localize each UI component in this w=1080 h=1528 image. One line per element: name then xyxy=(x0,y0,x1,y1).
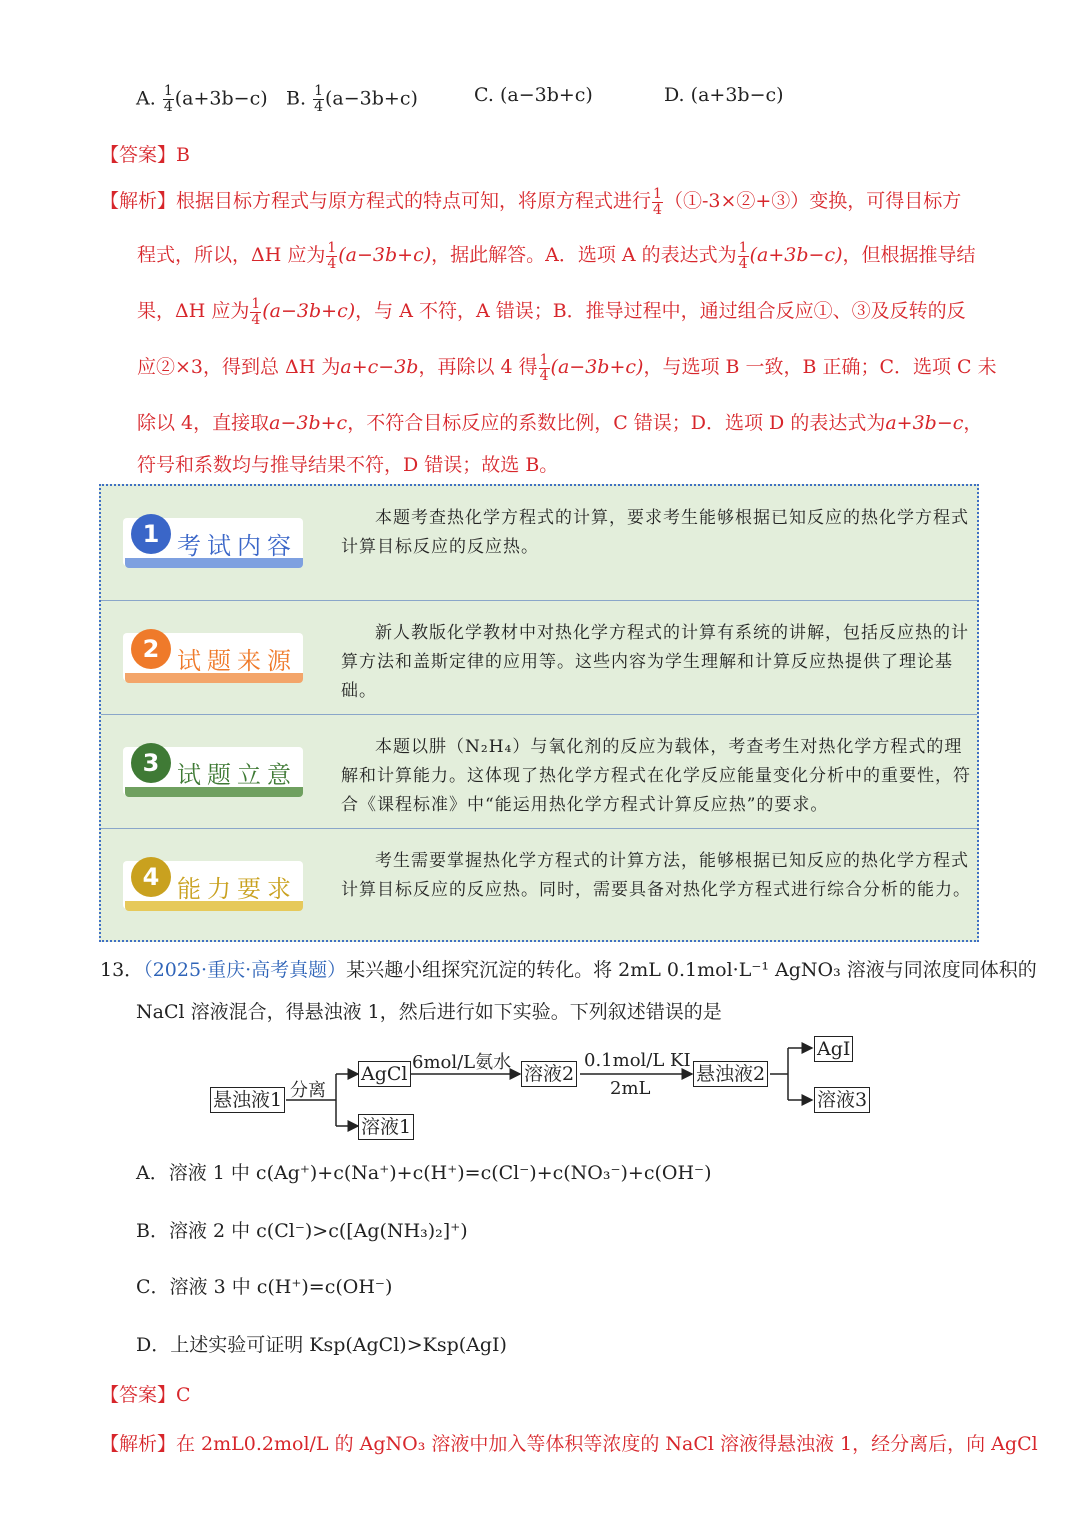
analysis-text: 程式，所以，ΔH 应为 xyxy=(137,244,326,266)
badge-title: 能力要求 xyxy=(177,875,297,903)
answer-line xyxy=(100,140,190,167)
analysis-13-line xyxy=(100,1429,1038,1456)
analysis-text: ，与 A 不符，A 错误；B．推导过程中，通过组合反应①、③及反转的反 xyxy=(355,300,966,322)
fraction: $\frac{1}{4}$ xyxy=(539,351,549,384)
analysis-text: ，再除以 4 得 xyxy=(418,356,538,378)
info-box xyxy=(99,484,979,942)
analysis-text: 应②×3，得到总 ΔH 为 xyxy=(137,356,341,378)
badge-title: 试题立意 xyxy=(177,761,297,789)
choice-b: B．溶液 2 中 c(Cl⁻)>c([Ag(NH₃)₂]⁺) xyxy=(136,1220,468,1242)
analysis-tag: 【解析】 xyxy=(100,1433,177,1455)
answer-value: B xyxy=(176,144,190,166)
option-a xyxy=(136,84,268,115)
analysis-text: ，与选项 B 一致，B 正确；C．选项 C 未 xyxy=(643,356,997,378)
label-ki-volume: 2mL xyxy=(610,1078,651,1099)
info-text: 本题以肼（N₂H₄）与氧化剂的反应为载体，考查考生对热化学方程式的理解和计算能力。这体现了热化学方程式在化学反应能量变化分析中的重要性，符合《课程标准》中“能运用热化学方程式计算反应热”的要求。 xyxy=(341,737,971,815)
info-badge xyxy=(123,510,305,570)
box-suspension-2: 悬浊液2 xyxy=(693,1061,768,1087)
analysis-text: 果，ΔH 应为 xyxy=(137,300,250,322)
option-c xyxy=(474,84,593,106)
fraction: $\frac{1}{4}$ xyxy=(314,83,323,115)
option-label: B. xyxy=(286,87,307,110)
info-row-1 xyxy=(101,486,977,600)
analysis-text: ，但根据推导结 xyxy=(842,244,976,266)
fraction: $\frac{1}{4}$ xyxy=(653,185,662,218)
question-source: （2025·重庆·高考真题） xyxy=(143,959,347,981)
box-suspension-1: 悬浊液1 xyxy=(210,1087,285,1113)
fraction: $\frac{1}{4}$ xyxy=(738,239,748,272)
option-expr: (a−3b+c) xyxy=(499,84,593,106)
analysis-text: （①-3×②+③）变换，可得目标方 xyxy=(663,190,962,212)
info-row-4 xyxy=(101,828,977,942)
option-expr: (a+3b−c) xyxy=(690,84,784,106)
info-text: 考生需要掌握热化学方程式的计算方法，能够根据已知反应的热化学方程式计算目标反应的反应热。同时，需要具备对热化学方程式进行综合分析的能力。 xyxy=(341,851,971,900)
info-row-3 xyxy=(101,714,977,828)
analysis-text: 根据目标方程式与原方程式的特点可知，将原方程式进行 xyxy=(176,190,652,212)
badge-number: 2 xyxy=(131,629,171,669)
info-badge xyxy=(123,853,305,913)
badge-number: 4 xyxy=(131,857,171,897)
analysis-line-4 xyxy=(137,352,997,384)
math-expr: a−3b+c xyxy=(269,412,348,434)
info-badge xyxy=(123,739,305,799)
box-solution-2: 溶液2 xyxy=(521,1061,577,1087)
question-13-line-2 xyxy=(136,997,722,1024)
choice-d: D．上述实验可证明 Ksp(AgCl)>Ksp(AgI) xyxy=(136,1334,507,1356)
badge-number: 3 xyxy=(131,743,171,783)
experiment-flow-diagram xyxy=(200,1030,900,1150)
answer-tag: 【答案】 xyxy=(100,1384,177,1406)
choice-c: C．溶液 3 中 c(H⁺)=c(OH⁻) xyxy=(136,1276,393,1298)
math-expr: (a−3b+c) xyxy=(262,300,356,322)
label-ki: 0.1mol/L KI xyxy=(584,1050,691,1071)
info-badge xyxy=(123,625,305,685)
math-expr: a+c−3b xyxy=(340,356,419,378)
analysis-text: 除以 4，直接取 xyxy=(137,412,270,434)
option-label: A. xyxy=(136,87,156,110)
answer-tag: 【答案】 xyxy=(100,144,177,166)
math-expr: a+3b−c xyxy=(885,412,964,434)
label-ammonia: 6mol/L氨水 xyxy=(412,1052,512,1073)
question-13-line-1 xyxy=(100,955,1037,982)
option-label: C. xyxy=(474,84,494,106)
analysis-text: ，据此解答。A．选项 A 的表达式为 xyxy=(431,244,737,266)
analysis-tag: 【解析】 xyxy=(100,190,177,212)
info-text: 本题考查热化学方程式的计算，要求考生能够根据已知反应的热化学方程式计算目标反应的反应热。 xyxy=(341,508,969,557)
box-solution-3: 溶液3 xyxy=(814,1087,870,1113)
math-expr: (a−3b+c) xyxy=(550,356,644,378)
box-agi: AgI xyxy=(814,1036,853,1062)
option-expr: (a+3b−c) xyxy=(174,87,268,110)
answer-value: C xyxy=(176,1384,191,1406)
fraction: $\frac{1}{4}$ xyxy=(163,83,173,115)
analysis-text: 在 2mL0.2mol/L 的 AgNO₃ 溶液中加入等体积等浓度的 NaCl 溶液得悬浊液 1，经分离后，向 AgCl xyxy=(176,1433,1038,1455)
badge-number: 1 xyxy=(131,514,171,554)
box-agcl: AgCl xyxy=(358,1061,411,1087)
info-text: 新人教版化学教材中对热化学方程式的计算有系统的讲解，包括反应热的计算方法和盖斯定律的应用等。这些内容为学生理解和计算反应热提供了理论基础。 xyxy=(341,623,969,701)
option-d xyxy=(664,84,784,106)
analysis-text: ，不符合目标反应的系数比例，C 错误；D．选项 D 的表达式为 xyxy=(347,412,886,434)
option-expr: (a−3b+c) xyxy=(324,87,418,110)
choice-a: A．溶液 1 中 c(Ag⁺)+c(Na⁺)+c(H⁺)=c(Cl⁻)+c(NO₃⁻)+c(OH⁻) xyxy=(136,1162,712,1184)
analysis-line-1 xyxy=(100,186,961,218)
badge-title: 试题来源 xyxy=(177,647,297,675)
question-text: 某兴趣小组探究沉淀的转化。将 2mL 0.1mol·L⁻¹ AgNO₃ 溶液与同浓度同体积的 xyxy=(346,959,1037,981)
fraction: $\frac{1}{4}$ xyxy=(327,239,337,272)
analysis-line-5 xyxy=(137,408,982,435)
answer-13-line xyxy=(100,1380,191,1407)
analysis-text: 符号和系数均与推导结果不符，D 错误；故选 B。 xyxy=(137,454,559,476)
option-label: D. xyxy=(664,84,685,106)
option-b xyxy=(286,84,418,115)
question-text: NaCl 溶液混合，得悬浊液 1，然后进行如下实验。下列叙述错误的是 xyxy=(136,1001,722,1023)
question-number: 13． xyxy=(100,959,144,981)
box-solution-1: 溶液1 xyxy=(358,1114,414,1140)
info-row-2 xyxy=(101,600,977,714)
math-expr: (a+3b−c) xyxy=(749,244,843,266)
analysis-line-3 xyxy=(137,296,966,328)
analysis-text: ， xyxy=(963,412,983,434)
label-separate: 分离 xyxy=(290,1080,326,1101)
badge-title: 考试内容 xyxy=(177,532,297,560)
math-expr: (a−3b+c) xyxy=(338,244,432,266)
fraction: $\frac{1}{4}$ xyxy=(251,295,261,328)
analysis-line-6 xyxy=(137,450,558,477)
analysis-line-2 xyxy=(137,240,976,272)
